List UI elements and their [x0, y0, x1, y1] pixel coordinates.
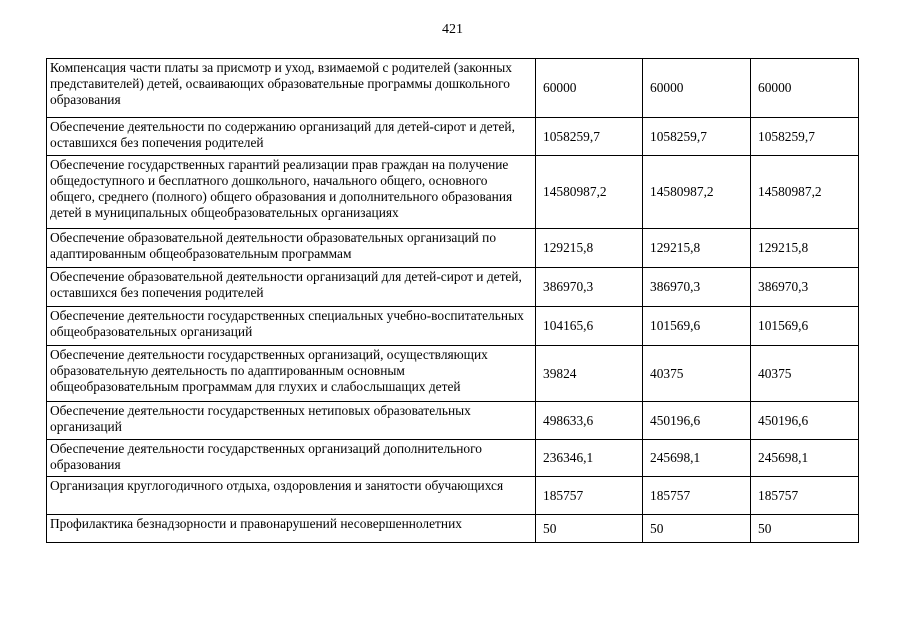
- row-value-2: 185757: [643, 477, 751, 515]
- row-value-3: 101569,6: [751, 307, 859, 346]
- row-value-1: 498633,6: [536, 402, 643, 440]
- row-value-3: 185757: [751, 477, 859, 515]
- row-description: Обеспечение образовательной деятельности образовательных организаций по адаптированным общеобразовательным программам: [47, 229, 536, 268]
- table-row: [47, 268, 859, 307]
- row-value-1: 14580987,2: [536, 156, 643, 229]
- row-value-1: 104165,6: [536, 307, 643, 346]
- row-value-2: 14580987,2: [643, 156, 751, 229]
- row-value-3: 40375: [751, 346, 859, 402]
- row-value-2: 1058259,7: [643, 118, 751, 156]
- row-value-3: 129215,8: [751, 229, 859, 268]
- table-row: [47, 229, 859, 268]
- row-description: Обеспечение деятельности государственных нетиповых образовательных организаций: [47, 402, 536, 440]
- row-description: Компенсация части платы за присмотр и уход, взимаемой с родителей (законных представителей) детей, осваивающих образовательные программы дошкольного образования: [47, 59, 536, 118]
- row-value-2: 40375: [643, 346, 751, 402]
- row-description: Обеспечение деятельности государственных специальных учебно-воспитательных общеобразовательных организаций: [47, 307, 536, 346]
- table-row: [47, 477, 859, 515]
- row-description: Обеспечение деятельности государственных организаций дополнительного образования: [47, 440, 536, 477]
- row-value-1: 60000: [536, 59, 643, 118]
- row-value-3: 450196,6: [751, 402, 859, 440]
- table-row: [47, 118, 859, 156]
- row-description: Обеспечение образовательной деятельности организаций для детей-сирот и детей, оставшихся без попечения родителей: [47, 268, 536, 307]
- row-value-3: 1058259,7: [751, 118, 859, 156]
- row-value-3: 60000: [751, 59, 859, 118]
- row-description: Обеспечение деятельности государственных организаций, осуществляющих образовательную деятельность по адаптированным основным общеобразовательным программам для глухих и слабослышащих детей: [47, 346, 536, 402]
- table-row: [47, 156, 859, 229]
- row-value-1: 236346,1: [536, 440, 643, 477]
- row-value-3: 386970,3: [751, 268, 859, 307]
- table-row: [47, 440, 859, 477]
- row-value-3: 14580987,2: [751, 156, 859, 229]
- row-value-2: 245698,1: [643, 440, 751, 477]
- row-value-2: 129215,8: [643, 229, 751, 268]
- table-row: [47, 307, 859, 346]
- row-value-2: 450196,6: [643, 402, 751, 440]
- table-row: [47, 515, 859, 543]
- table-row: [47, 59, 859, 118]
- row-description: Обеспечение государственных гарантий реализации прав граждан на получение общедоступного и бесплатного дошкольного, начального общего, основного общего, среднего (полного) общего образования и дополнительного образования детей в муниципальных общеобразовательных организациях: [47, 156, 536, 229]
- row-value-1: 50: [536, 515, 643, 543]
- row-value-2: 60000: [643, 59, 751, 118]
- row-value-3: 245698,1: [751, 440, 859, 477]
- row-value-2: 386970,3: [643, 268, 751, 307]
- row-value-3: 50: [751, 515, 859, 543]
- row-description: Организация круглогодичного отдыха, оздоровления и занятости обучающихся: [47, 477, 536, 515]
- table-row: [47, 346, 859, 402]
- table-row: [47, 402, 859, 440]
- row-value-1: 39824: [536, 346, 643, 402]
- row-value-2: 101569,6: [643, 307, 751, 346]
- row-value-2: 50: [643, 515, 751, 543]
- page-number: 421: [442, 22, 463, 37]
- row-value-1: 1058259,7: [536, 118, 643, 156]
- row-description: Обеспечение деятельности по содержанию организаций для детей-сирот и детей, оставшихся без попечения родителей: [47, 118, 536, 156]
- row-value-1: 129215,8: [536, 229, 643, 268]
- row-value-1: 386970,3: [536, 268, 643, 307]
- row-description: Профилактика безнадзорности и правонарушений несовершеннолетних: [47, 515, 536, 543]
- row-value-1: 185757: [536, 477, 643, 515]
- budget-table: [46, 58, 859, 543]
